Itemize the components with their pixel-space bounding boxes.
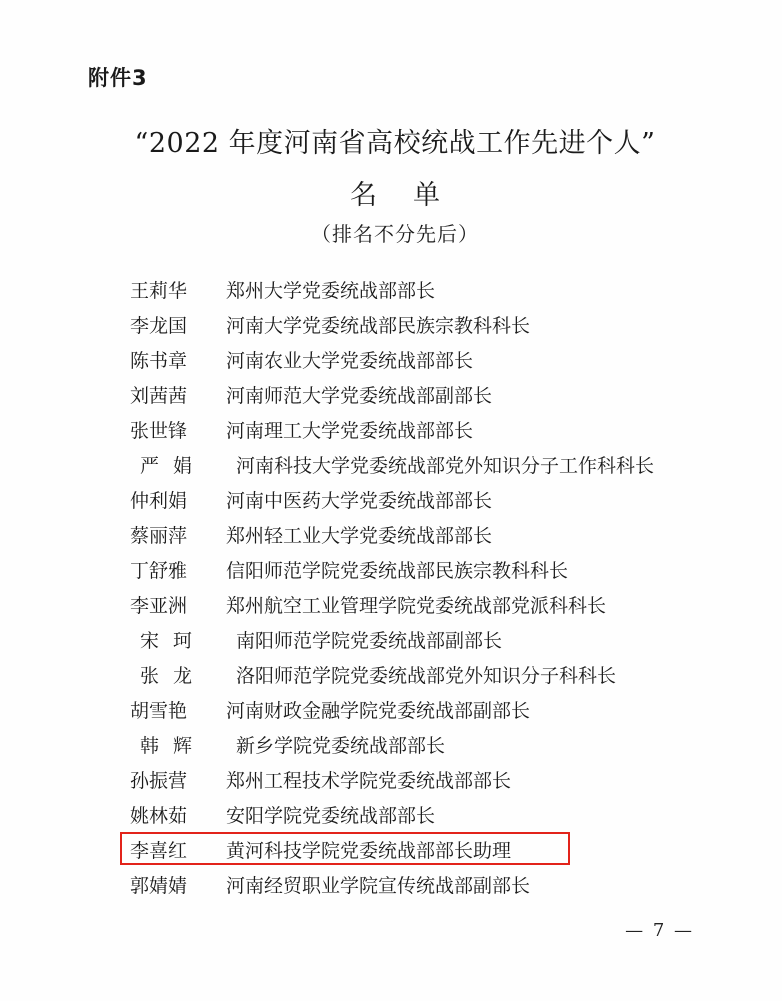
attachment-label: 附件3 <box>88 66 148 90</box>
list-item <box>130 727 690 762</box>
list-item <box>130 832 690 867</box>
page-title-line1: “2022 年度河南省高校统战工作先进个人” <box>134 128 656 159</box>
person-name: 严娟 <box>140 455 207 477</box>
person-title: 河南中医药大学党委统战部部长 <box>226 490 493 512</box>
person-name: 刘茜茜 <box>130 385 188 407</box>
list-item <box>130 587 690 622</box>
list-item <box>130 657 690 692</box>
person-name: 李龙国 <box>130 315 188 337</box>
list-item <box>130 552 690 587</box>
person-title: 新乡学院党委统战部部长 <box>236 735 446 757</box>
list-item <box>130 482 690 517</box>
person-name: 李亚洲 <box>130 595 188 617</box>
person-name: 蔡丽萍 <box>130 525 188 547</box>
person-title: 郑州大学党委统战部部长 <box>226 280 436 302</box>
person-title: 南阳师范学院党委统战部副部长 <box>236 630 503 652</box>
person-title: 河南农业大学党委统战部部长 <box>226 350 474 372</box>
person-title: 河南师范大学党委统战部副部长 <box>226 385 493 407</box>
list-item <box>130 692 690 727</box>
page-number: — 7 — <box>625 920 694 941</box>
person-title: 河南大学党委统战部民族宗教科科长 <box>226 315 531 337</box>
name-list <box>130 272 690 902</box>
person-title: 洛阳师范学院党委统战部党外知识分子科科长 <box>236 665 617 687</box>
page-subtitle: （排名不分先后） <box>311 222 479 246</box>
person-title: 河南财政金融学院党委统战部副部长 <box>226 700 531 722</box>
person-name: 丁舒雅 <box>130 560 188 582</box>
person-name: 郭婧婧 <box>130 875 188 897</box>
person-title: 黄河科技学院党委统战部部长助理 <box>226 840 512 862</box>
page-title-line2: 名单 <box>350 180 476 211</box>
list-item <box>130 272 690 307</box>
person-name: 李喜红 <box>130 840 188 862</box>
person-title: 郑州轻工业大学党委统战部部长 <box>226 525 493 547</box>
person-name: 陈书章 <box>130 350 188 372</box>
person-title: 郑州航空工业管理学院党委统战部党派科科长 <box>226 595 607 617</box>
person-name: 胡雪艳 <box>130 700 188 722</box>
list-item <box>130 867 690 902</box>
person-name: 韩辉 <box>140 735 207 757</box>
person-title: 郑州工程技术学院党委统战部部长 <box>226 770 512 792</box>
person-name: 张龙 <box>140 665 207 687</box>
list-item <box>130 377 690 412</box>
person-name: 宋珂 <box>140 630 207 652</box>
person-name: 孙振营 <box>130 770 188 792</box>
person-title: 河南经贸职业学院宣传统战部副部长 <box>226 875 531 897</box>
person-name: 张世锋 <box>130 420 188 442</box>
page-title <box>100 118 690 222</box>
list-item <box>130 412 690 447</box>
list-item <box>130 797 690 832</box>
person-name: 王莉华 <box>130 280 188 302</box>
list-item <box>130 517 690 552</box>
person-name: 姚林茹 <box>130 805 188 827</box>
list-item <box>130 342 690 377</box>
list-item <box>130 307 690 342</box>
list-item <box>130 447 690 482</box>
person-title: 河南理工大学党委统战部部长 <box>226 420 474 442</box>
list-item <box>130 762 690 797</box>
list-item <box>130 622 690 657</box>
person-title: 信阳师范学院党委统战部民族宗教科科长 <box>226 560 569 582</box>
person-title: 安阳学院党委统战部部长 <box>226 805 436 827</box>
person-name: 仲利娟 <box>130 490 188 512</box>
person-title: 河南科技大学党委统战部党外知识分子工作科科长 <box>236 455 655 477</box>
